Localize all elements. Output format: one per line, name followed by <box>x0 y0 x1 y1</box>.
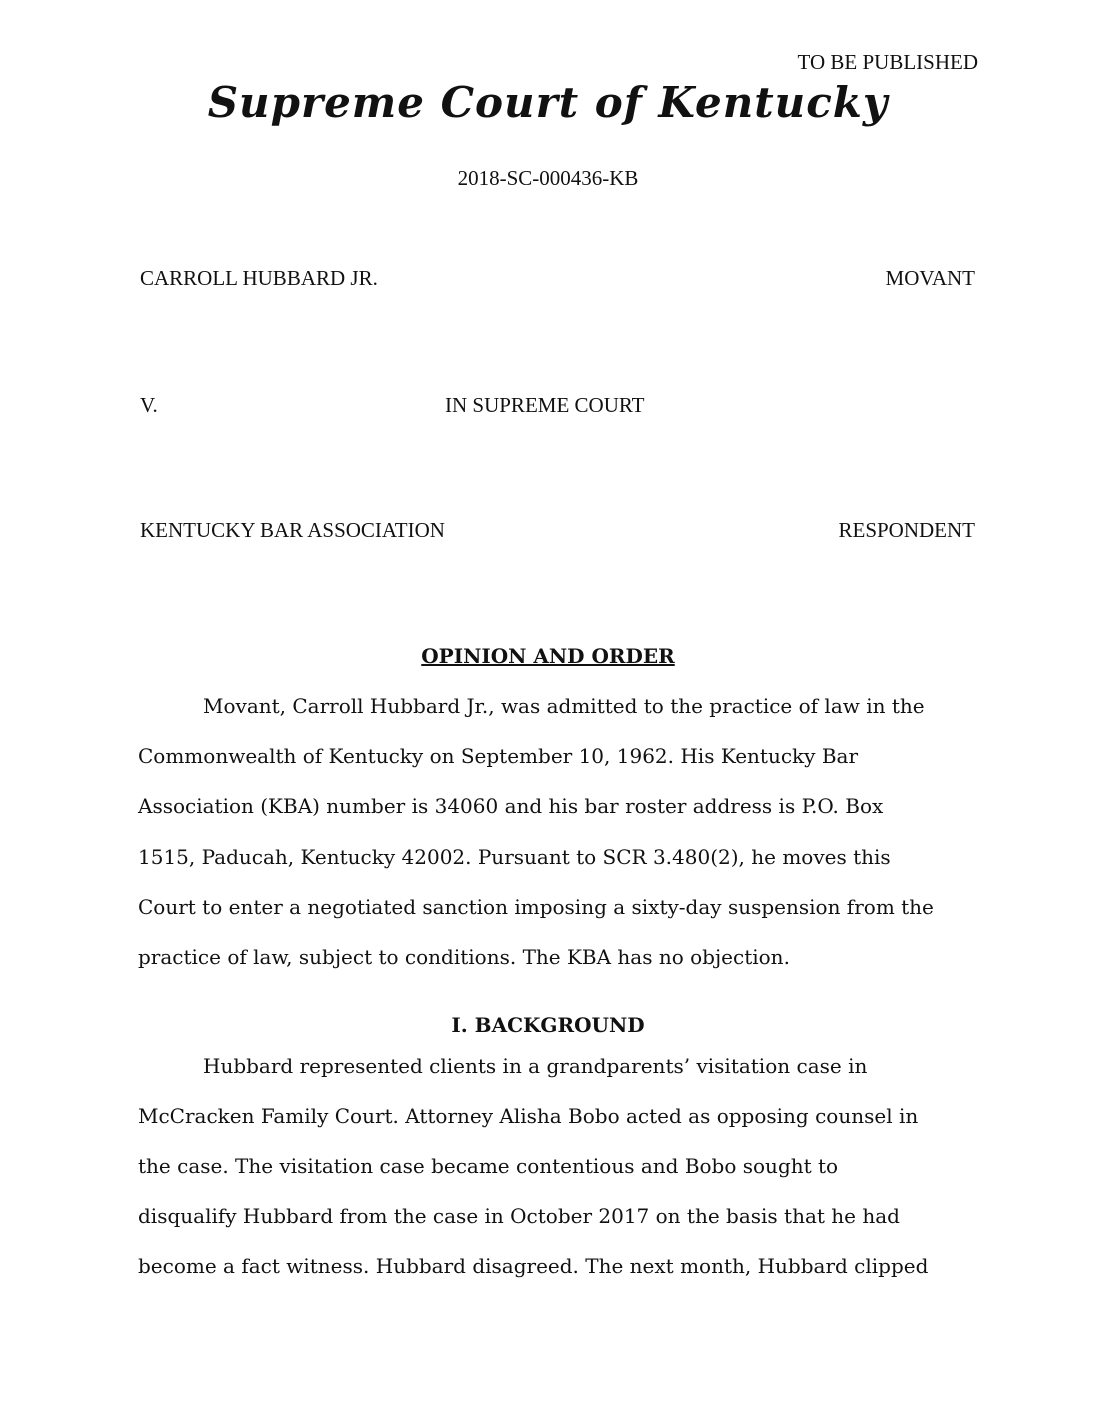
venue: IN SUPREME COURT <box>445 393 645 417</box>
respondent-name: KENTUCKY BAR ASSOCIATION <box>140 518 445 542</box>
paragraph-line: disqualify Hubbard from the case in October 2017 on the basis that he had <box>138 1204 900 1228</box>
movant-role: MOVANT <box>885 266 975 290</box>
case-number: 2018-SC-000436-KB <box>457 166 639 190</box>
paragraph-line: Commonwealth of Kentucky on September 10, 1962. His Kentucky Bar <box>138 744 859 768</box>
paragraph-line: the case. The visitation case became contentious and Bobo sought to <box>138 1154 839 1178</box>
court-title: Supreme Court of Kentucky <box>207 78 889 127</box>
movant-name: CARROLL HUBBARD JR. <box>140 266 378 290</box>
publish-status: TO BE PUBLISHED <box>797 50 978 74</box>
versus: V. <box>140 393 158 417</box>
paragraph-line: 1515, Paducah, Kentucky 42002. Pursuant to SCR 3.480(2), he moves this <box>138 845 891 869</box>
paragraph-line: Hubbard represented clients in a grandparents’ visitation case in <box>203 1054 868 1078</box>
paragraph-line: McCracken Family Court. Attorney Alisha Bobo acted as opposing counsel in <box>138 1104 919 1128</box>
paragraph-line: Court to enter a negotiated sanction imposing a sixty-day suspension from the <box>138 895 934 919</box>
respondent-role: RESPONDENT <box>838 518 975 542</box>
paragraph-line: Association (KBA) number is 34060 and his bar roster address is P.O. Box <box>138 794 884 818</box>
paragraph-line: Movant, Carroll Hubbard Jr., was admitted to the practice of law in the <box>203 694 925 718</box>
opinion-heading: OPINION AND ORDER <box>421 644 675 668</box>
background-heading: I. BACKGROUND <box>451 1013 645 1037</box>
paragraph-line: become a fact witness. Hubbard disagreed. The next month, Hubbard clipped <box>138 1254 929 1278</box>
paragraph-line: practice of law, subject to conditions. The KBA has no objection. <box>138 945 790 969</box>
